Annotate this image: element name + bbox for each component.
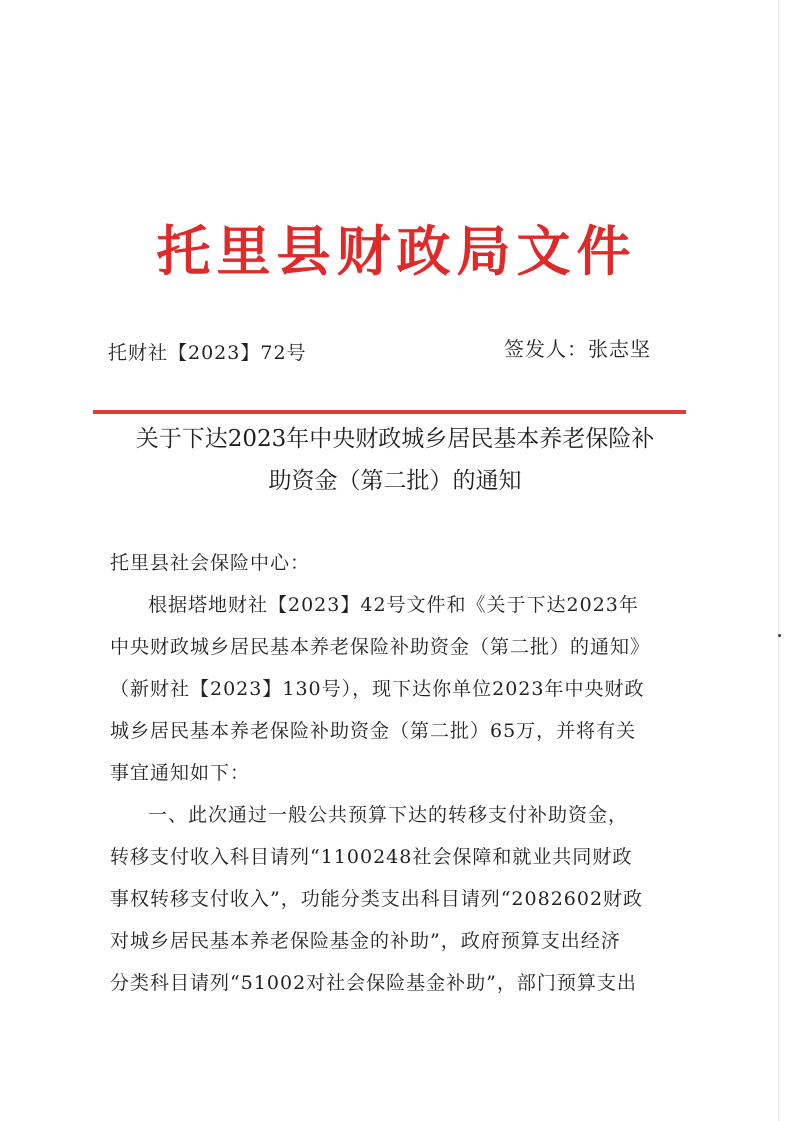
body-line: 分类科目请列“51002对社会保险基金补助”，部门预算支出 — [110, 972, 637, 994]
issuer-label: 签发人：张志坚 — [504, 337, 651, 361]
scan-mark — [778, 634, 781, 637]
subject-line: 助资金（第二批）的通知 — [268, 468, 522, 494]
body-line: 事权转移支付收入”，功能分类支出科目请列“2082602财政 — [110, 888, 644, 910]
header-title: 托里县财政局文件 — [156, 219, 637, 283]
doc-number: 托财社【2023】72号 — [108, 342, 307, 364]
recipient: 托里县社会保险中心： — [110, 552, 311, 574]
subject-line: 关于下达2023年中央财政城乡居民基本养老保险补 — [135, 426, 655, 452]
subject-title — [100, 418, 690, 502]
body-text — [110, 542, 670, 1004]
body-line: 中央财政城乡居民基本养老保险补助资金（第二批）的通知》 — [110, 636, 651, 658]
body-line: 一、此次通过一般公共预算下达的转移支付补助资金， — [148, 804, 629, 826]
body-line: 根据塔地财社【2023】42号文件和《关于下达2023年 — [148, 594, 639, 616]
body-line: 城乡居民基本养老保险补助资金（第二批）65万，并将有关 — [110, 720, 637, 742]
page-edge-line — [778, 0, 779, 1121]
body-line: 对城乡居民基本养老保险基金的补助”，政府预算支出经济 — [110, 930, 621, 952]
red-divider — [93, 410, 686, 414]
body-line: 事宜通知如下： — [110, 762, 251, 784]
body-line: （新财社【2023】130号），现下达你单位2023年中央财政 — [110, 678, 645, 700]
body-line: 转移支付收入科目请列“1100248社会保障和就业共同财政 — [110, 846, 633, 868]
